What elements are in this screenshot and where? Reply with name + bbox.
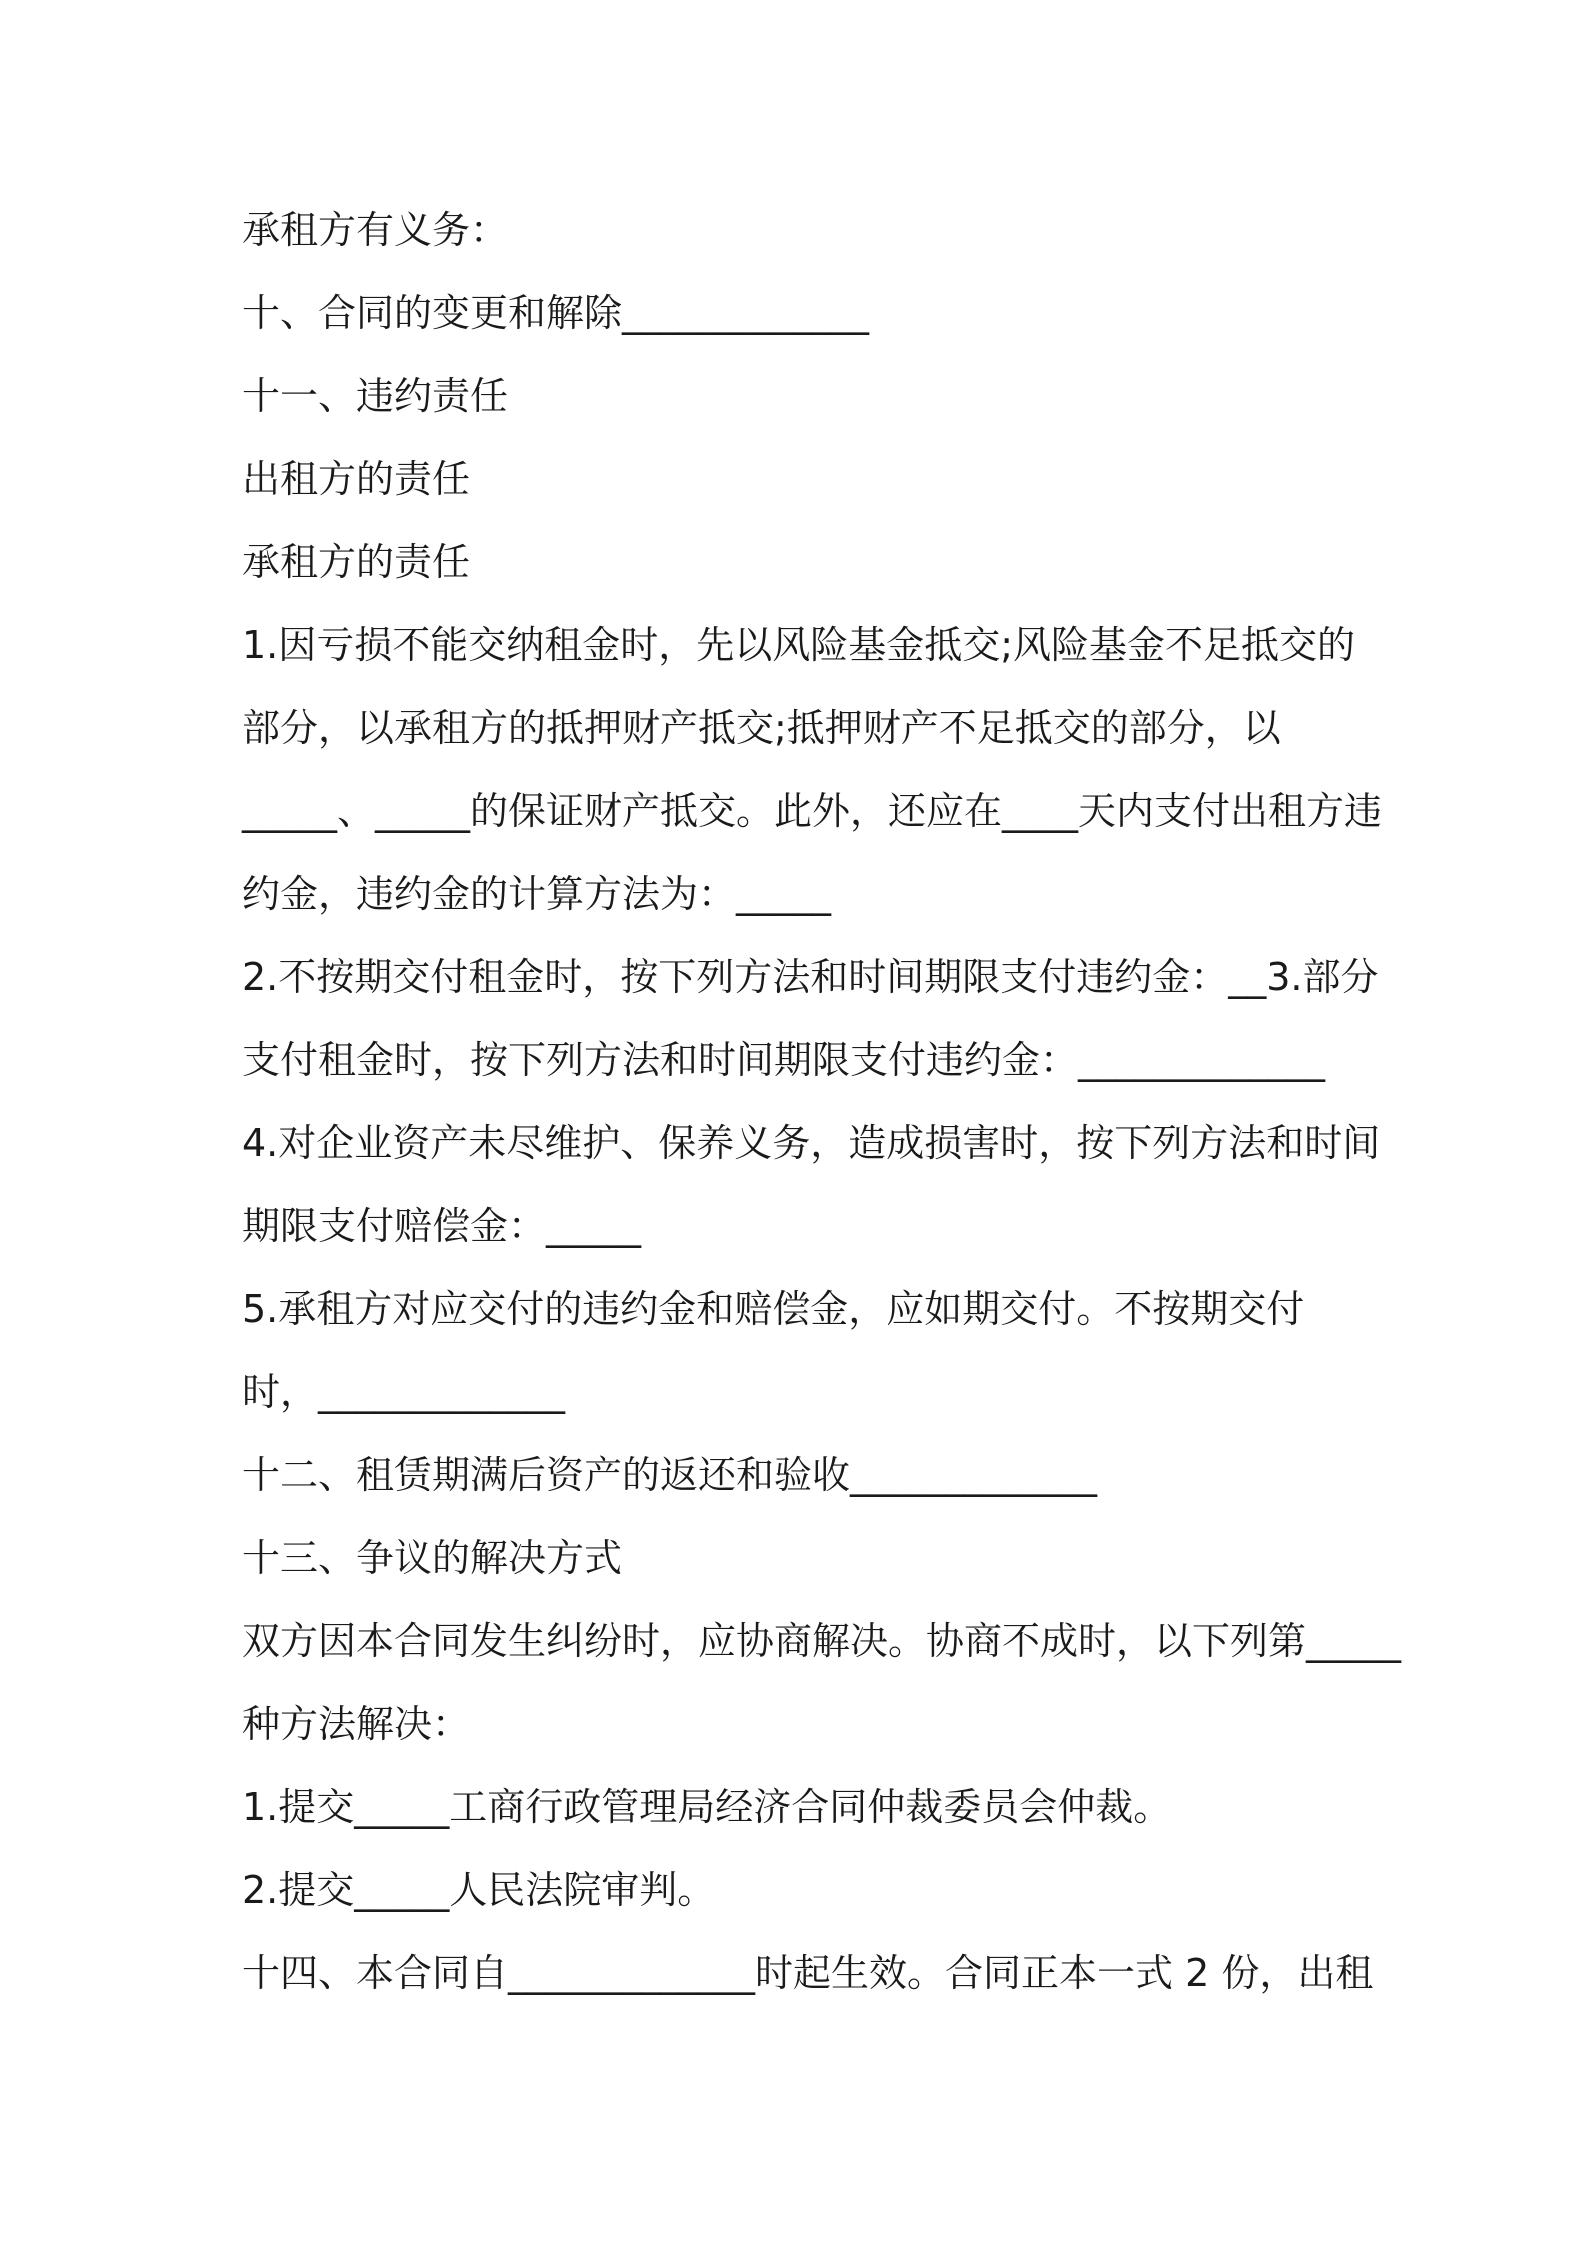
text-line-lessee-obligations: 承租方有义务：	[242, 208, 509, 252]
paragraph-1-line-3: _____、_____的保证财产抵交。此外，还应在____天内支付出租方违	[242, 789, 1383, 833]
dispute-option-2: 2.提交_____人民法院审判。	[242, 1868, 716, 1912]
section-10-heading: 十、合同的变更和解除_____________	[242, 291, 870, 335]
paragraph-4-line-2: 期限支付赔偿金：_____	[242, 1204, 642, 1248]
paragraph-1-line-1: 1.因亏损不能交纳租金时，先以风险基金抵交;风险基金不足抵交的	[242, 623, 1356, 667]
paragraph-2-line-1: 2.不按期交付租金时，按下列方法和时间期限支付违约金：__3.部分	[242, 955, 1379, 999]
text-line-lessor-liability: 出租方的责任	[242, 457, 471, 501]
dispute-paragraph-line-1: 双方因本合同发生纠纷时，应协商解决。协商不成时，以下列第_____	[242, 1619, 1402, 1663]
paragraph-1-line-2: 部分，以承租方的抵押财产抵交;抵押财产不足抵交的部分，以	[242, 706, 1281, 750]
section-11-heading: 十一、违约责任	[242, 374, 509, 418]
section-12-heading: 十二、租赁期满后资产的返还和验收_____________	[242, 1453, 1098, 1497]
text-line-lessee-liability: 承租方的责任	[242, 540, 471, 584]
paragraph-5-line-1: 5.承租方对应交付的违约金和赔偿金，应如期交付。不按期交付	[242, 1287, 1305, 1331]
dispute-paragraph-line-2: 种方法解决：	[242, 1702, 471, 1746]
dispute-option-1: 1.提交_____工商行政管理局经济合同仲裁委员会仲裁。	[242, 1785, 1172, 1829]
paragraph-4-line-1: 4.对企业资产未尽维护、保养义务，造成损害时，按下列方法和时间	[242, 1121, 1381, 1165]
section-14-heading: 十四、本合同自_____________时起生效。合同正本一式 2 份，出租	[242, 1951, 1374, 1995]
section-13-heading: 十三、争议的解决方式	[242, 1536, 623, 1580]
paragraph-5-line-2: 时，_____________	[242, 1370, 566, 1414]
paragraph-1-line-4: 约金，违约金的计算方法为：_____	[242, 872, 832, 916]
paragraph-3-line-1: 支付租金时，按下列方法和时间期限支付违约金：_____________	[242, 1038, 1326, 1082]
